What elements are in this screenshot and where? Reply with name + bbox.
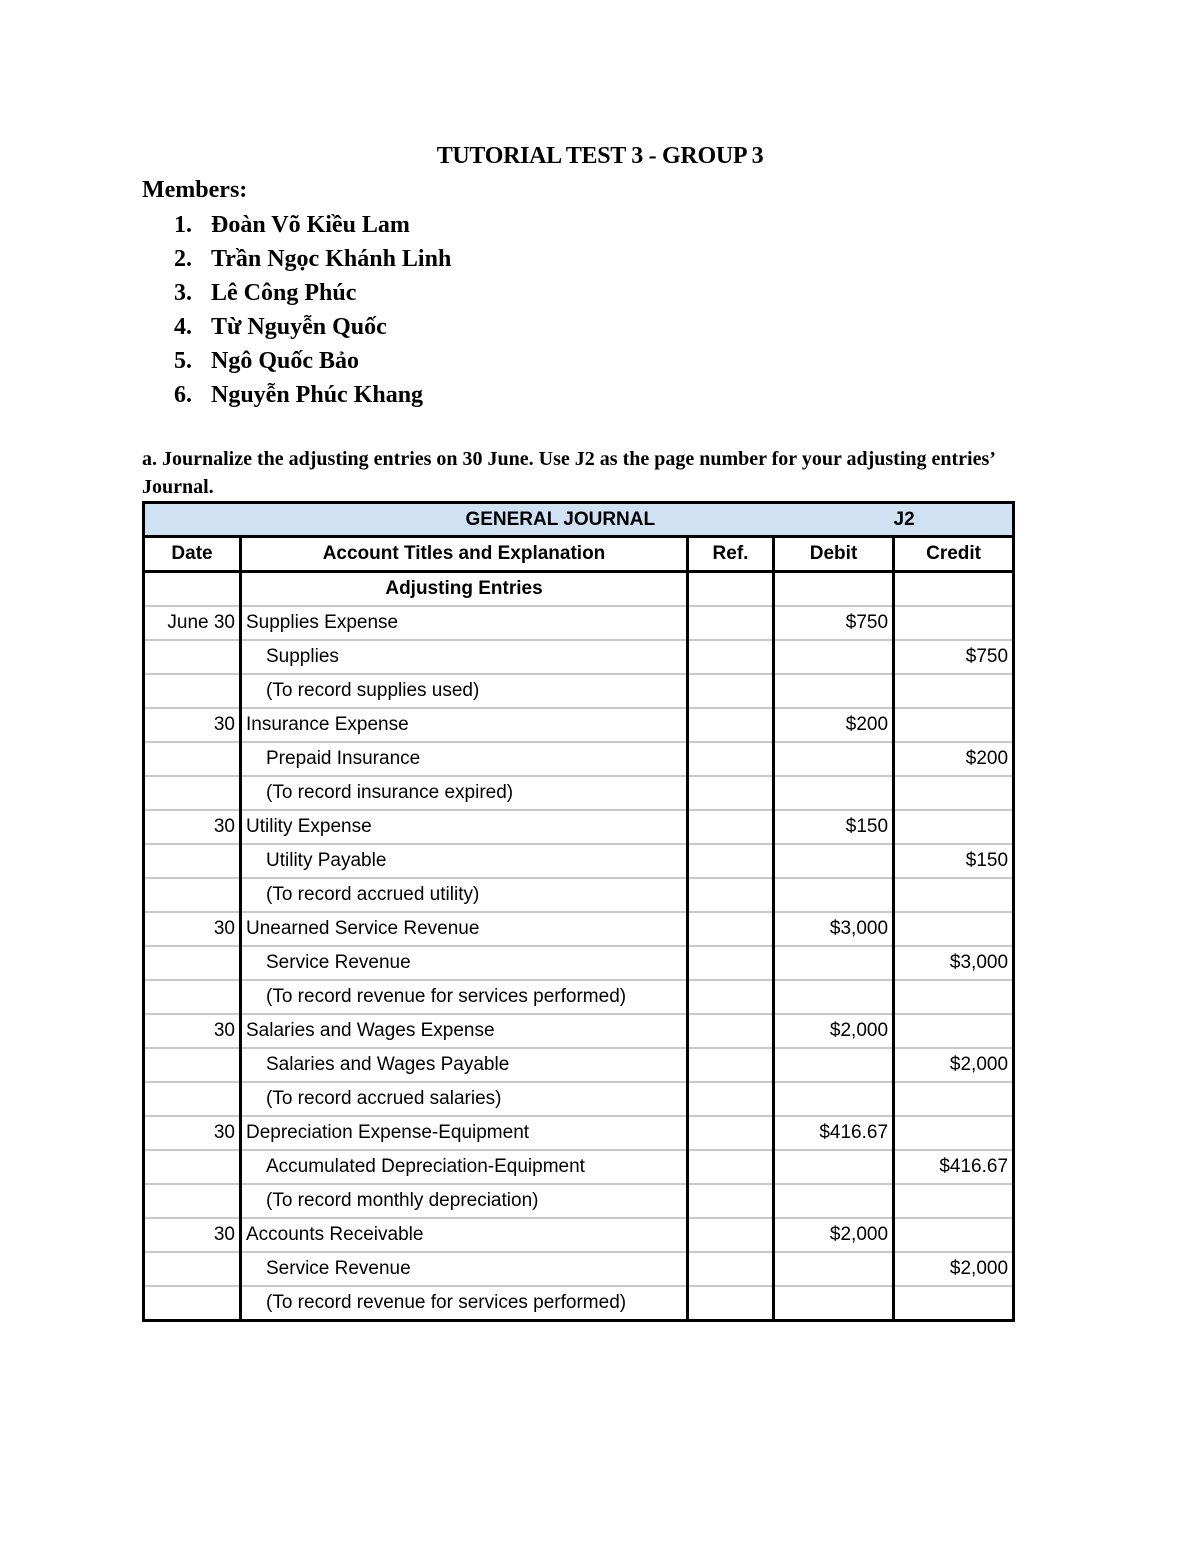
members-label: Members:: [142, 177, 248, 203]
debit-cell: [774, 674, 894, 708]
account-cell: Accounts Receivable: [241, 1218, 688, 1252]
account-cell: Utility Expense: [241, 810, 688, 844]
journal-row: [144, 980, 1014, 1014]
debit-cell: [774, 640, 894, 674]
member-item: [174, 276, 451, 310]
debit-cell: $150: [774, 810, 894, 844]
journal-row: [144, 1286, 1014, 1321]
ref-cell: [688, 640, 774, 674]
credit-cell: $416.67: [894, 1150, 1014, 1184]
debit-cell: [774, 742, 894, 776]
account-cell: Depreciation Expense-Equipment: [241, 1116, 688, 1150]
date-cell: June 30: [144, 606, 241, 640]
ref-cell: [688, 946, 774, 980]
ref-cell: [688, 1116, 774, 1150]
ref-cell: [688, 1286, 774, 1321]
member-name: Lê Công Phúc: [211, 280, 357, 306]
members-list: [174, 208, 451, 412]
header-account: Account Titles and Explanation: [241, 537, 688, 572]
member-item: [174, 310, 451, 344]
credit-cell: $750: [894, 640, 1014, 674]
debit-cell: [774, 878, 894, 912]
debit-cell: [774, 1150, 894, 1184]
credit-cell: [894, 708, 1014, 742]
account-cell: Supplies: [241, 640, 688, 674]
debit-cell: $200: [774, 708, 894, 742]
date-cell: [144, 674, 241, 708]
credit-cell: [894, 776, 1014, 810]
credit-cell: [894, 1286, 1014, 1321]
journal-row: [144, 1014, 1014, 1048]
ref-cell: [688, 1218, 774, 1252]
debit-cell: [774, 946, 894, 980]
date-cell: [144, 776, 241, 810]
debit-cell: $2,000: [774, 1218, 894, 1252]
date-cell: [144, 1048, 241, 1082]
journal-row: [144, 810, 1014, 844]
debit-cell: [774, 776, 894, 810]
member-item: [174, 208, 451, 242]
date-cell: [144, 844, 241, 878]
journal-header-row: [144, 537, 1014, 572]
journal-page-number: J2: [894, 503, 1014, 537]
debit-cell: $2,000: [774, 1014, 894, 1048]
date-cell: [144, 980, 241, 1014]
ref-cell: [688, 606, 774, 640]
debit-cell: [774, 844, 894, 878]
member-number: 2.: [174, 246, 192, 272]
debit-cell: $3,000: [774, 912, 894, 946]
date-cell: 30: [144, 708, 241, 742]
journal-row: [144, 1252, 1014, 1286]
credit-cell: $2,000: [894, 1252, 1014, 1286]
account-cell: Insurance Expense: [241, 708, 688, 742]
journal-title: GENERAL JOURNAL: [144, 503, 894, 537]
journal-row: [144, 674, 1014, 708]
journal-row: [144, 912, 1014, 946]
account-cell: (To record revenue for services performed): [241, 1286, 688, 1321]
credit-cell: $200: [894, 742, 1014, 776]
date-cell: 30: [144, 1116, 241, 1150]
journal-row: [144, 1184, 1014, 1218]
member-number: 6.: [174, 382, 192, 408]
member-name: Trần Ngọc Khánh Linh: [211, 246, 452, 272]
account-cell: Utility Payable: [241, 844, 688, 878]
account-cell: Service Revenue: [241, 946, 688, 980]
member-number: 3.: [174, 280, 192, 306]
account-cell: Salaries and Wages Payable: [241, 1048, 688, 1082]
header-debit: Debit: [774, 537, 894, 572]
date-cell: 30: [144, 1014, 241, 1048]
date-cell: 30: [144, 810, 241, 844]
ref-cell: [688, 708, 774, 742]
credit-cell: [894, 1082, 1014, 1116]
journal-row: [144, 946, 1014, 980]
member-number: 4.: [174, 314, 192, 340]
credit-cell: [894, 606, 1014, 640]
section-label: Adjusting Entries: [241, 572, 688, 607]
section-row: [144, 572, 1014, 607]
account-cell: (To record monthly depreciation): [241, 1184, 688, 1218]
journal-row: [144, 1048, 1014, 1082]
page-title: TUTORIAL TEST 3 - GROUP 3: [436, 143, 764, 169]
credit-cell: [894, 912, 1014, 946]
journal-row: [144, 640, 1014, 674]
credit-cell: [894, 878, 1014, 912]
journal-row: [144, 844, 1014, 878]
ref-cell: [688, 980, 774, 1014]
journal-row: [144, 1116, 1014, 1150]
member-item: [174, 242, 451, 276]
credit-cell: [894, 810, 1014, 844]
account-cell: (To record supplies used): [241, 674, 688, 708]
section-date-cell: [144, 572, 241, 607]
account-cell: (To record accrued salaries): [241, 1082, 688, 1116]
ref-cell: [688, 742, 774, 776]
credit-cell: [894, 1014, 1014, 1048]
journal-row: [144, 606, 1014, 640]
general-journal-table: [142, 501, 1015, 1322]
date-cell: [144, 878, 241, 912]
date-cell: [144, 1252, 241, 1286]
ref-cell: [688, 1150, 774, 1184]
question-text: a. Journalize the adjusting entries on 30 June. Use J2 as the page number for your adjusting entries’ Journal.: [142, 448, 995, 498]
ref-cell: [688, 1082, 774, 1116]
ref-cell: [688, 674, 774, 708]
date-cell: [144, 1082, 241, 1116]
credit-cell: [894, 1116, 1014, 1150]
account-cell: (To record accrued utility): [241, 878, 688, 912]
header-ref: Ref.: [688, 537, 774, 572]
account-cell: Salaries and Wages Expense: [241, 1014, 688, 1048]
account-cell: (To record revenue for services performed): [241, 980, 688, 1014]
debit-cell: $416.67: [774, 1116, 894, 1150]
account-cell: (To record insurance expired): [241, 776, 688, 810]
ref-cell: [688, 1184, 774, 1218]
journal-row: [144, 708, 1014, 742]
journal-title-row: [144, 503, 1014, 537]
ref-cell: [688, 1048, 774, 1082]
member-item: [174, 344, 451, 378]
date-cell: [144, 1150, 241, 1184]
account-cell: Service Revenue: [241, 1252, 688, 1286]
debit-cell: [774, 980, 894, 1014]
date-cell: 30: [144, 912, 241, 946]
journal-row: [144, 742, 1014, 776]
ref-cell: [688, 878, 774, 912]
date-cell: [144, 640, 241, 674]
debit-cell: [774, 1286, 894, 1321]
credit-cell: [894, 1184, 1014, 1218]
account-cell: Accumulated Depreciation-Equipment: [241, 1150, 688, 1184]
account-cell: Unearned Service Revenue: [241, 912, 688, 946]
member-name: Đoàn Võ Kiều Lam: [211, 212, 410, 238]
ref-cell: [688, 912, 774, 946]
member-name: Ngô Quốc Bảo: [211, 348, 360, 374]
date-cell: [144, 946, 241, 980]
account-cell: Supplies Expense: [241, 606, 688, 640]
debit-cell: $750: [774, 606, 894, 640]
ref-cell: [688, 810, 774, 844]
journal-row: [144, 1150, 1014, 1184]
member-number: 1.: [174, 212, 192, 238]
header-date: Date: [144, 537, 241, 572]
debit-cell: [774, 1252, 894, 1286]
ref-cell: [688, 1252, 774, 1286]
credit-cell: [894, 674, 1014, 708]
journal-row: [144, 1082, 1014, 1116]
account-cell: Prepaid Insurance: [241, 742, 688, 776]
credit-cell: $3,000: [894, 946, 1014, 980]
ref-cell: [688, 1014, 774, 1048]
section-debit-cell: [774, 572, 894, 607]
member-name: Nguyễn Phúc Khang: [211, 382, 424, 408]
date-cell: 30: [144, 1218, 241, 1252]
journal-row: [144, 776, 1014, 810]
member-item: [174, 378, 451, 412]
journal-row: [144, 878, 1014, 912]
date-cell: [144, 742, 241, 776]
member-name: Từ Nguyễn Quốc: [211, 314, 387, 340]
section-ref-cell: [688, 572, 774, 607]
debit-cell: [774, 1184, 894, 1218]
member-number: 5.: [174, 348, 192, 374]
header-credit: Credit: [894, 537, 1014, 572]
journal-row: [144, 1218, 1014, 1252]
credit-cell: [894, 1218, 1014, 1252]
credit-cell: $2,000: [894, 1048, 1014, 1082]
date-cell: [144, 1286, 241, 1321]
credit-cell: $150: [894, 844, 1014, 878]
debit-cell: [774, 1048, 894, 1082]
credit-cell: [894, 980, 1014, 1014]
ref-cell: [688, 776, 774, 810]
date-cell: [144, 1184, 241, 1218]
debit-cell: [774, 1082, 894, 1116]
ref-cell: [688, 844, 774, 878]
section-credit-cell: [894, 572, 1014, 607]
